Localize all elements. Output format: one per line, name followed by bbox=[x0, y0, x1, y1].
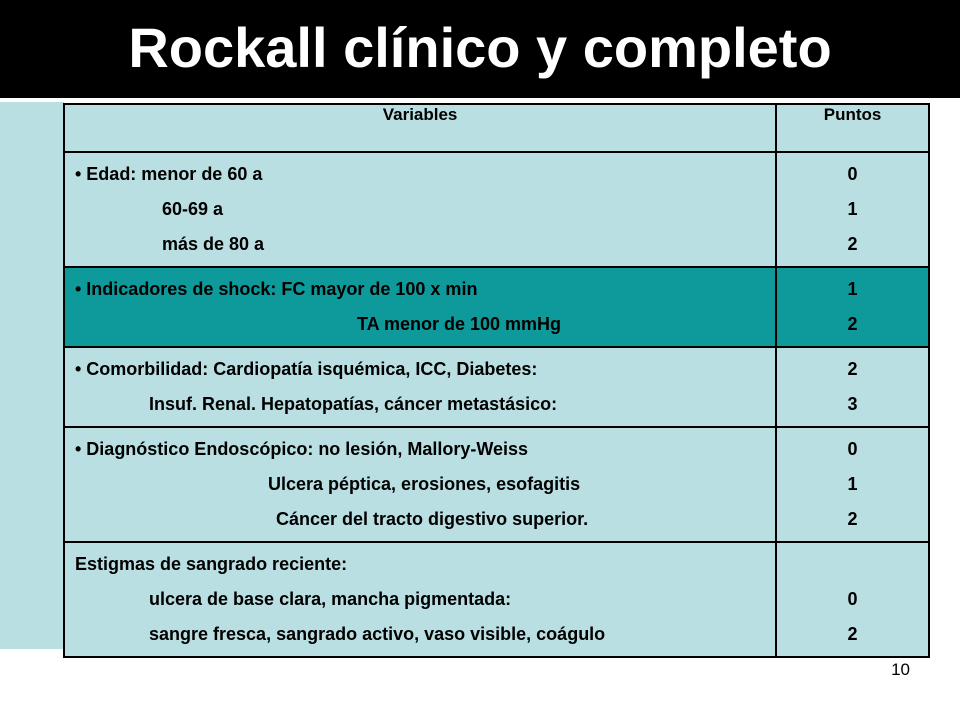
table-row-comorbidity bbox=[64, 347, 929, 427]
variables-cell bbox=[64, 542, 776, 657]
variable-line: sangre fresca, sangrado activo, vaso visible, coágulo bbox=[149, 624, 606, 644]
variable-line: • Indicadores de shock: FC mayor de 100 x min bbox=[75, 279, 478, 299]
point-value: 2 bbox=[847, 314, 858, 334]
points-cell bbox=[776, 267, 929, 347]
table-row-shock bbox=[64, 267, 929, 347]
side-decoration bbox=[0, 102, 64, 649]
point-value bbox=[777, 547, 928, 582]
variable-line: • Diagnóstico Endoscópico: no lesión, Mallory-Weiss bbox=[75, 439, 529, 459]
variable-line: Cáncer del tracto digestivo superior. bbox=[276, 509, 589, 529]
point-value: 2 bbox=[847, 359, 858, 379]
variable-line: Ulcera péptica, erosiones, esofagitis bbox=[268, 474, 581, 494]
variable-line: • Edad: menor de 60 a bbox=[75, 164, 263, 184]
point-value: 3 bbox=[847, 394, 858, 414]
point-value: 1 bbox=[847, 474, 858, 494]
table-row-age bbox=[64, 152, 929, 267]
table-header-row bbox=[64, 104, 929, 152]
variable-line: TA menor de 100 mmHg bbox=[357, 314, 562, 334]
point-value: 0 bbox=[847, 164, 858, 184]
point-value: 1 bbox=[847, 279, 858, 299]
variable-line: Estigmas de sangrado reciente: bbox=[75, 554, 348, 574]
variables-cell bbox=[64, 347, 776, 427]
variables-cell bbox=[64, 152, 776, 267]
point-value: 2 bbox=[847, 234, 858, 254]
variables-cell bbox=[64, 427, 776, 542]
header-variables: Variables bbox=[64, 104, 776, 152]
table-row-bleeding-stigmata bbox=[64, 542, 929, 657]
header-points: Puntos bbox=[776, 104, 929, 152]
points-cell bbox=[776, 427, 929, 542]
point-value: 2 bbox=[847, 509, 858, 529]
slide-title: Rockall clínico y completo bbox=[128, 16, 832, 79]
points-cell bbox=[776, 542, 929, 657]
table-row-diagnosis bbox=[64, 427, 929, 542]
variable-line: Insuf. Renal. Hepatopatías, cáncer metastásico: bbox=[149, 394, 558, 414]
page-number: 10 bbox=[891, 660, 910, 679]
point-value: 0 bbox=[847, 589, 858, 609]
variable-line: • Comorbilidad: Cardiopatía isquémica, ICC, Diabetes: bbox=[75, 359, 538, 379]
variable-line: más de 80 a bbox=[162, 234, 265, 254]
variable-line: 60-69 a bbox=[162, 199, 224, 219]
point-value: 1 bbox=[847, 199, 858, 219]
variables-cell bbox=[64, 267, 776, 347]
points-cell bbox=[776, 347, 929, 427]
point-value: 0 bbox=[847, 439, 858, 459]
rockall-table bbox=[63, 103, 930, 658]
points-cell bbox=[776, 152, 929, 267]
variable-line: ulcera de base clara, mancha pigmentada: bbox=[149, 589, 512, 609]
point-value: 2 bbox=[847, 624, 858, 644]
